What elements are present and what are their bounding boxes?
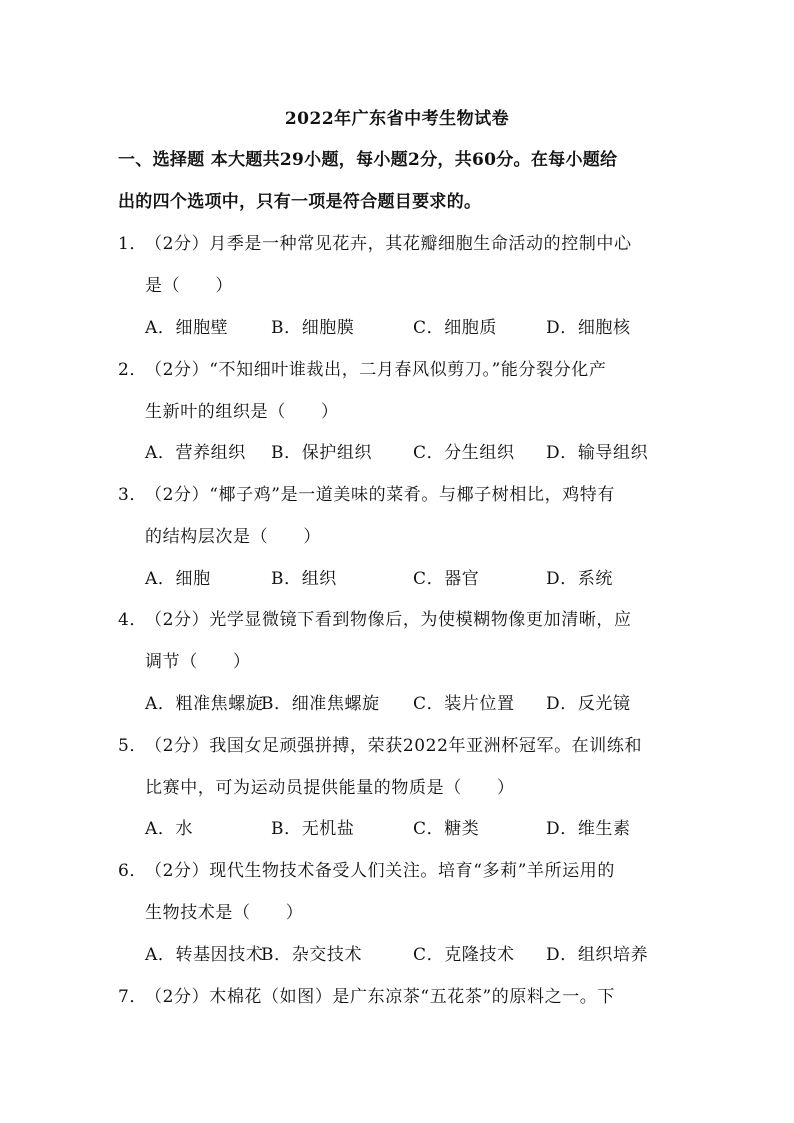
- question-4-text: （2分）光学显微镜下看到物像后，为使模糊物像更加清晰，应: [145, 610, 632, 630]
- question-5-number: 5．: [118, 736, 148, 756]
- question-5-options: [145, 814, 705, 838]
- question-5-option-b: B．无机盐: [271, 819, 355, 839]
- question-4-option-b: B．细准焦螺旋: [261, 694, 380, 714]
- question-5-stem: [118, 731, 642, 756]
- question-7-number: 7．: [118, 987, 148, 1007]
- question-7-text: （2分）木棉花（如图）是广东凉茶“五花茶”的原料之一。下: [145, 987, 615, 1007]
- question-3-option-c: C．器官: [413, 569, 480, 589]
- question-4-number: 4．: [118, 610, 148, 630]
- question-2-number: 2．: [118, 360, 148, 380]
- question-1-options: [145, 313, 705, 337]
- question-2-text: （2分）“不知细叶谁裁出，二月春风似剪刀。”能分裂分化产: [145, 360, 607, 380]
- question-1-option-c: C．细胞质: [413, 318, 498, 338]
- question-4-option-a: A．粗准焦螺旋: [145, 694, 264, 714]
- question-6-stem: [118, 856, 615, 881]
- question-1-option-d: D．细胞核: [546, 318, 631, 338]
- question-4-option-d: D．反光镜: [546, 694, 631, 714]
- question-4-options: [145, 689, 705, 713]
- question-2-option-c: C．分生组织: [413, 443, 515, 463]
- question-4-stem-cont: 调节（ ）: [145, 652, 251, 672]
- question-2-option-a: A．营养组织: [145, 443, 246, 463]
- question-4-option-c: C．装片位置: [413, 694, 515, 714]
- question-1-stem: [118, 229, 632, 254]
- question-3-number: 3．: [118, 485, 148, 505]
- question-5-option-c: C．糖类: [413, 819, 480, 839]
- question-6-option-c: C．克隆技术: [413, 945, 515, 965]
- question-6-option-a: A．转基因技术: [145, 945, 264, 965]
- question-3-options: [145, 564, 705, 588]
- question-2-option-d: D．输导组织: [546, 443, 649, 463]
- question-6-options: [145, 940, 705, 964]
- question-6-stem-cont: 生物技术是（ ）: [145, 903, 304, 923]
- question-1-option-b: B．细胞膜: [271, 318, 355, 338]
- question-2-stem-cont: 生新叶的组织是（ ）: [145, 402, 339, 422]
- question-1-text: （2分）月季是一种常见花卉，其花瓣细胞生命活动的控制中心: [145, 234, 632, 254]
- question-3-stem: [118, 480, 615, 505]
- question-3-option-a: A．细胞: [145, 569, 211, 589]
- section-heading-line-1: 一、选择题 本大题共29小题，每小题2分，共60分。在每小题给: [118, 150, 618, 170]
- question-5-stem-cont: 比赛中，可为运动员提供能量的物质是（ ）: [145, 778, 515, 798]
- question-3-stem-cont: 的结构层次是（ ）: [145, 527, 321, 547]
- question-1-number: 1．: [118, 234, 148, 254]
- question-7-stem: [118, 982, 615, 1007]
- question-3-text: （2分）“椰子鸡”是一道美味的菜肴。与椰子树相比，鸡特有: [145, 485, 615, 505]
- question-5-text: （2分）我国女足顽强拼搏，荣获2022年亚洲杯冠军。在训练和: [145, 736, 643, 756]
- question-6-option-d: D．组织培养: [546, 945, 649, 965]
- question-6-number: 6．: [118, 861, 148, 881]
- question-1-stem-cont: 是（ ）: [145, 276, 233, 296]
- question-6-text: （2分）现代生物技术备受人们关注。培育“多莉”羊所运用的: [145, 861, 615, 881]
- section-heading-line-2: 出的四个选项中，只有一项是符合题目要求的。: [118, 192, 482, 212]
- question-4-stem: [118, 605, 632, 630]
- question-5-option-d: D．维生素: [546, 819, 631, 839]
- question-2-option-b: B．保护组织: [271, 443, 373, 463]
- question-3-option-b: B．组织: [271, 569, 337, 589]
- question-2-options: [145, 438, 705, 462]
- question-1-option-a: A．细胞壁: [145, 318, 229, 338]
- question-2-stem: [118, 355, 607, 380]
- question-5-option-a: A．水: [145, 819, 194, 839]
- question-6-option-b: B．杂交技术: [261, 945, 363, 965]
- exam-title: 2022年广东省中考生物试卷: [284, 109, 510, 129]
- question-3-option-d: D．系统: [546, 569, 614, 589]
